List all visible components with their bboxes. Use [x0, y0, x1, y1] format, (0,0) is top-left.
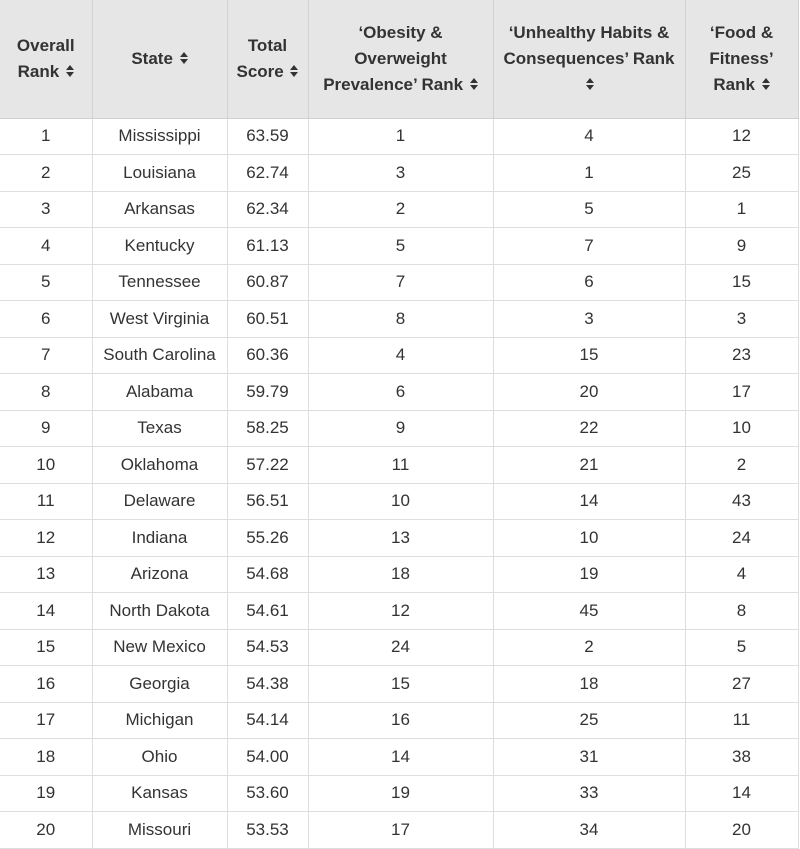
cell-total-score: 55.26 — [227, 520, 308, 557]
cell-food-fitness-rank: 10 — [685, 410, 798, 447]
header-overall-rank[interactable] — [0, 0, 92, 118]
table-row — [0, 593, 798, 630]
table-row — [0, 118, 798, 155]
cell-total-score: 62.74 — [227, 155, 308, 192]
cell-overall-rank: 9 — [0, 410, 92, 447]
table-row — [0, 739, 798, 776]
cell-total-score: 63.59 — [227, 118, 308, 155]
cell-food-fitness-rank: 12 — [685, 118, 798, 155]
cell-food-fitness-rank: 9 — [685, 228, 798, 265]
cell-food-fitness-rank: 2 — [685, 447, 798, 484]
cell-habits-rank: 22 — [493, 410, 685, 447]
cell-total-score: 61.13 — [227, 228, 308, 265]
header-label: ‘Food & Fitness’ Rank — [709, 22, 774, 94]
table-row — [0, 410, 798, 447]
cell-habits-rank: 3 — [493, 301, 685, 338]
cell-state: Tennessee — [92, 264, 227, 301]
cell-food-fitness-rank: 1 — [685, 191, 798, 228]
cell-overall-rank: 17 — [0, 702, 92, 739]
cell-state: New Mexico — [92, 629, 227, 666]
table-row — [0, 191, 798, 228]
cell-food-fitness-rank: 4 — [685, 556, 798, 593]
cell-obesity-rank: 12 — [308, 593, 493, 630]
cell-obesity-rank: 11 — [308, 447, 493, 484]
cell-food-fitness-rank: 27 — [685, 666, 798, 703]
cell-overall-rank: 16 — [0, 666, 92, 703]
cell-total-score: 54.68 — [227, 556, 308, 593]
header-habits-rank[interactable] — [493, 0, 685, 118]
cell-total-score: 58.25 — [227, 410, 308, 447]
sort-icon[interactable] — [762, 78, 770, 90]
cell-overall-rank: 5 — [0, 264, 92, 301]
cell-obesity-rank: 6 — [308, 374, 493, 411]
header-label: Overall Rank — [16, 35, 75, 81]
cell-habits-rank: 15 — [493, 337, 685, 374]
cell-overall-rank: 18 — [0, 739, 92, 776]
sort-icon[interactable] — [470, 78, 478, 90]
cell-obesity-rank: 15 — [308, 666, 493, 703]
cell-overall-rank: 4 — [0, 228, 92, 265]
cell-food-fitness-rank: 11 — [685, 702, 798, 739]
cell-habits-rank: 1 — [493, 155, 685, 192]
cell-habits-rank: 6 — [493, 264, 685, 301]
cell-obesity-rank: 3 — [308, 155, 493, 192]
cell-total-score: 60.36 — [227, 337, 308, 374]
header-state[interactable] — [92, 0, 227, 118]
table-row — [0, 812, 798, 849]
cell-total-score: 59.79 — [227, 374, 308, 411]
table-row — [0, 301, 798, 338]
cell-habits-rank: 4 — [493, 118, 685, 155]
cell-habits-rank: 14 — [493, 483, 685, 520]
cell-overall-rank: 15 — [0, 629, 92, 666]
cell-state: Michigan — [92, 702, 227, 739]
cell-state: Kentucky — [92, 228, 227, 265]
table-row — [0, 483, 798, 520]
cell-total-score: 60.87 — [227, 264, 308, 301]
cell-food-fitness-rank: 14 — [685, 775, 798, 812]
cell-overall-rank: 1 — [0, 118, 92, 155]
table-row — [0, 666, 798, 703]
table-row — [0, 775, 798, 812]
cell-state: Kansas — [92, 775, 227, 812]
cell-total-score: 53.60 — [227, 775, 308, 812]
cell-overall-rank: 10 — [0, 447, 92, 484]
cell-overall-rank: 6 — [0, 301, 92, 338]
table-row — [0, 264, 798, 301]
table-header — [0, 0, 798, 118]
cell-overall-rank: 20 — [0, 812, 92, 849]
cell-food-fitness-rank: 8 — [685, 593, 798, 630]
cell-food-fitness-rank: 25 — [685, 155, 798, 192]
cell-obesity-rank: 5 — [308, 228, 493, 265]
cell-obesity-rank: 16 — [308, 702, 493, 739]
cell-obesity-rank: 9 — [308, 410, 493, 447]
sort-icon[interactable] — [586, 78, 594, 90]
cell-obesity-rank: 13 — [308, 520, 493, 557]
sort-icon[interactable] — [290, 65, 298, 77]
cell-food-fitness-rank: 38 — [685, 739, 798, 776]
cell-state: Delaware — [92, 483, 227, 520]
cell-total-score: 56.51 — [227, 483, 308, 520]
table-row — [0, 337, 798, 374]
cell-state: Arkansas — [92, 191, 227, 228]
cell-obesity-rank: 17 — [308, 812, 493, 849]
cell-habits-rank: 10 — [493, 520, 685, 557]
cell-food-fitness-rank: 24 — [685, 520, 798, 557]
cell-habits-rank: 19 — [493, 556, 685, 593]
cell-state: Arizona — [92, 556, 227, 593]
cell-overall-rank: 7 — [0, 337, 92, 374]
table-row — [0, 374, 798, 411]
cell-habits-rank: 33 — [493, 775, 685, 812]
cell-overall-rank: 2 — [0, 155, 92, 192]
cell-food-fitness-rank: 15 — [685, 264, 798, 301]
cell-food-fitness-rank: 17 — [685, 374, 798, 411]
cell-total-score: 54.14 — [227, 702, 308, 739]
cell-habits-rank: 25 — [493, 702, 685, 739]
header-total-score[interactable] — [227, 0, 308, 118]
cell-state: Mississippi — [92, 118, 227, 155]
cell-food-fitness-rank: 20 — [685, 812, 798, 849]
cell-habits-rank: 18 — [493, 666, 685, 703]
cell-state: North Dakota — [92, 593, 227, 630]
table-row — [0, 520, 798, 557]
cell-overall-rank: 13 — [0, 556, 92, 593]
cell-overall-rank: 19 — [0, 775, 92, 812]
cell-total-score: 54.53 — [227, 629, 308, 666]
cell-food-fitness-rank: 43 — [685, 483, 798, 520]
cell-food-fitness-rank: 5 — [685, 629, 798, 666]
cell-habits-rank: 31 — [493, 739, 685, 776]
cell-state: Oklahoma — [92, 447, 227, 484]
cell-obesity-rank: 18 — [308, 556, 493, 593]
cell-state: Georgia — [92, 666, 227, 703]
header-row — [0, 0, 798, 118]
cell-state: Alabama — [92, 374, 227, 411]
table-body — [0, 118, 798, 848]
header-label: Total Score — [236, 35, 288, 81]
cell-state: West Virginia — [92, 301, 227, 338]
cell-habits-rank: 21 — [493, 447, 685, 484]
cell-habits-rank: 7 — [493, 228, 685, 265]
cell-food-fitness-rank: 23 — [685, 337, 798, 374]
cell-total-score: 54.38 — [227, 666, 308, 703]
cell-state: Louisiana — [92, 155, 227, 192]
cell-state: Missouri — [92, 812, 227, 849]
cell-overall-rank: 8 — [0, 374, 92, 411]
cell-overall-rank: 14 — [0, 593, 92, 630]
cell-total-score: 53.53 — [227, 812, 308, 849]
header-label: State — [131, 48, 173, 68]
cell-overall-rank: 12 — [0, 520, 92, 557]
cell-habits-rank: 2 — [493, 629, 685, 666]
cell-total-score: 54.00 — [227, 739, 308, 776]
cell-food-fitness-rank: 3 — [685, 301, 798, 338]
header-label: ‘Obesity & Overweight Prevalence’ Rank — [323, 22, 464, 94]
cell-total-score: 57.22 — [227, 447, 308, 484]
cell-obesity-rank: 2 — [308, 191, 493, 228]
cell-overall-rank: 11 — [0, 483, 92, 520]
cell-obesity-rank: 1 — [308, 118, 493, 155]
cell-obesity-rank: 24 — [308, 629, 493, 666]
cell-state: Indiana — [92, 520, 227, 557]
table-row — [0, 447, 798, 484]
cell-state: South Carolina — [92, 337, 227, 374]
cell-habits-rank: 34 — [493, 812, 685, 849]
table-row — [0, 702, 798, 739]
table-row — [0, 556, 798, 593]
cell-obesity-rank: 8 — [308, 301, 493, 338]
cell-habits-rank: 45 — [493, 593, 685, 630]
cell-obesity-rank: 7 — [308, 264, 493, 301]
table-row — [0, 228, 798, 265]
cell-obesity-rank: 19 — [308, 775, 493, 812]
cell-obesity-rank: 4 — [308, 337, 493, 374]
header-obesity-rank[interactable] — [308, 0, 493, 118]
sort-icon[interactable] — [66, 65, 74, 77]
header-label: ‘Unhealthy Habits & Consequences’ Rank — [503, 22, 675, 68]
cell-habits-rank: 5 — [493, 191, 685, 228]
cell-state: Ohio — [92, 739, 227, 776]
sort-icon[interactable] — [180, 52, 188, 64]
cell-habits-rank: 20 — [493, 374, 685, 411]
cell-total-score: 62.34 — [227, 191, 308, 228]
cell-overall-rank: 3 — [0, 191, 92, 228]
cell-total-score: 54.61 — [227, 593, 308, 630]
cell-state: Texas — [92, 410, 227, 447]
table-row — [0, 629, 798, 666]
header-food-fitness-rank[interactable] — [685, 0, 798, 118]
cell-obesity-rank: 14 — [308, 739, 493, 776]
cell-obesity-rank: 10 — [308, 483, 493, 520]
cell-total-score: 60.51 — [227, 301, 308, 338]
table-row — [0, 155, 798, 192]
